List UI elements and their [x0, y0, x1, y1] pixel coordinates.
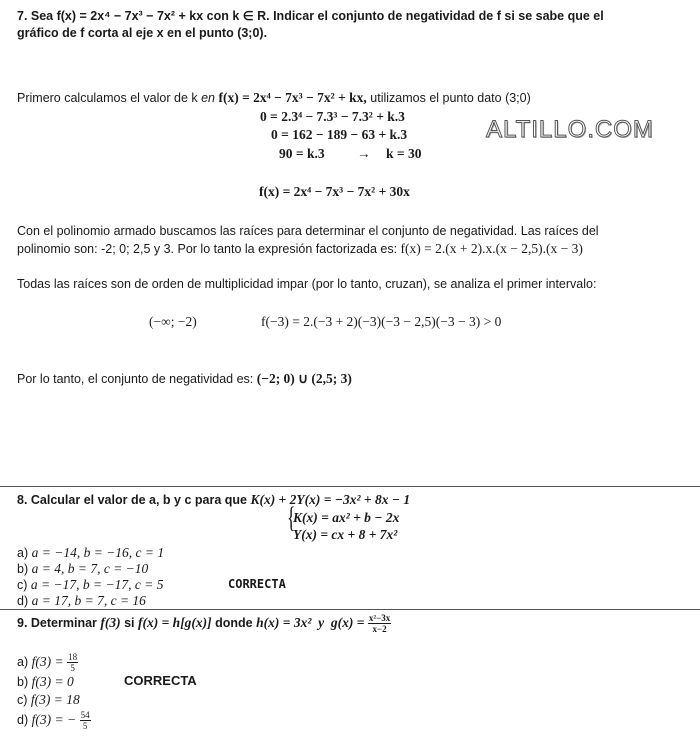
q9-option-b-text: f(3) = 0	[31, 674, 74, 689]
q7-title-line2: gráfico de f corta al eje x en el punto (3;0).	[17, 26, 268, 40]
q9-correct-label: CORRECTA	[124, 673, 197, 688]
q9-option-a	[17, 652, 78, 673]
q8-option-d-letter: d)	[17, 594, 29, 608]
q9-option-d	[17, 710, 91, 731]
q7-conclusion-math: (−2; 0) ∪ (2,5; 3)	[256, 371, 352, 386]
q7-para1-line2	[17, 240, 687, 258]
q7-para2: Todas las raíces son de orden de multiplicidad impar (por lo tanto, cruzan), se analiza el primer intervalo:	[17, 277, 597, 291]
q9-option-d-num: 54	[80, 710, 90, 720]
q7-para1-line1: Con el polinomio armado buscamos las raíces para determinar el conjunto de negatividad. Las raíces del	[17, 224, 599, 238]
q7-intro-text: Primero calculamos el valor de k	[17, 91, 202, 105]
q7-intro-en: en	[201, 91, 219, 105]
q9-title-m4: g(x) =	[330, 614, 365, 630]
q9-option-a-den: 5	[70, 663, 75, 673]
q9-title-m1: f(3)	[100, 614, 121, 630]
q9-g-fraction	[368, 613, 391, 634]
q7-intro-tail: utilizamos el punto dato (3;0)	[366, 91, 531, 105]
q8-option-b-text: a = 4, b = 7, c = −10	[31, 561, 149, 576]
q7-eq1: 0 = 2.3⁴ − 7.3³ − 7.3² + k.3	[260, 109, 405, 124]
q8-option-d	[17, 593, 146, 609]
q9-option-a-letter: a)	[17, 654, 29, 669]
q9-title-si: si	[120, 615, 138, 630]
q9-title-donde: donde	[211, 615, 257, 630]
q7-para1-line2-text: polinomio son: -2; 0; 2,5 y 3. Por lo tanto la expresión factorizada es:	[17, 242, 401, 256]
q7-interval-eval: f(−3) = 2.(−3 + 2)(−3)(−3 − 2,5)(−3 − 3) > 0	[261, 314, 502, 329]
q8-option-a	[17, 545, 164, 561]
q9-option-c-text: f(3) = 18	[30, 692, 80, 707]
q7-eq4: f(x) = 2x⁴ − 7x³ − 7x² + 30x	[259, 184, 410, 199]
q9-option-a-fraction	[67, 652, 78, 673]
q9-title-m3: h(x) = 3x²	[256, 614, 312, 630]
q8-title	[17, 492, 410, 508]
q9-option-d-den: 5	[82, 721, 88, 731]
q8-option-b	[17, 561, 148, 577]
q7-eq3a: 90 = k.3	[279, 146, 325, 161]
q9-title-y: y	[311, 614, 331, 630]
q8-option-c	[17, 577, 163, 593]
q8-sys1: K(x) = ax² + b − 2x	[293, 510, 400, 525]
q7-factorized: f(x) = 2.(x + 2).x.(x − 2,5).(x − 3)	[400, 241, 583, 256]
divider-q8	[0, 486, 700, 487]
q7-conclusion	[17, 371, 352, 387]
q8-title-text: 8. Calcular el valor de a, b y c para que	[17, 493, 251, 507]
q8-option-c-text: a = −17, b = −17, c = 5	[30, 577, 164, 592]
q7-intro	[17, 90, 531, 106]
q9-option-c-letter: c)	[17, 693, 28, 707]
q9-title-text: 9. Determinar	[17, 615, 101, 630]
q8-option-b-letter: b)	[17, 562, 29, 576]
q8-option-d-text: a = 17, b = 7, c = 16	[31, 593, 146, 608]
q8-system-brace: {	[286, 501, 296, 534]
q9-option-d-fraction	[80, 710, 91, 731]
q9-title	[17, 613, 391, 634]
q7-para1	[17, 222, 687, 258]
q9-option-a-text: f(3) =	[31, 653, 64, 669]
divider-q9	[0, 609, 700, 610]
q9-option-b	[17, 674, 74, 690]
q9-option-a-num: 18	[68, 652, 78, 662]
q9-g-denominator: x−2	[372, 624, 387, 634]
altillo-watermark: ALTILLO.COM	[486, 116, 654, 143]
q9-option-d-letter: d)	[17, 712, 29, 727]
q7-conclusion-text: Por lo tanto, el conjunto de negatividad es:	[17, 372, 257, 386]
q8-option-c-letter: c)	[17, 578, 28, 592]
q9-option-d-text: f(3) = −	[31, 711, 77, 727]
q9-title-m2: f(x) = h[g(x)]	[138, 614, 212, 630]
q7-interval: (−∞; −2)	[149, 314, 197, 329]
q8-sys2: Y(x) = cx + 8 + 7x²	[293, 527, 398, 542]
q8-option-a-letter: a)	[17, 546, 29, 560]
q8-title-math: K(x) + 2Y(x) = −3x² + 8x − 1	[250, 492, 411, 507]
q7-title-line1: 7. Sea f(x) = 2x⁴ − 7x³ − 7x² + kx con k ∈ R. Indicar el conjunto de negatividad de f si se sabe que el	[17, 9, 604, 23]
q9-option-b-letter: b)	[17, 675, 29, 689]
q9-option-c	[17, 692, 80, 708]
q7-eq2: 0 = 162 − 189 − 63 + k.3	[271, 127, 408, 142]
q7-intro-formula: f(x) = 2x⁴ − 7x³ − 7x² + kx,	[218, 90, 367, 105]
q8-correct-label: CORRECTA	[228, 577, 286, 591]
q7-eq3b: k = 30	[386, 146, 422, 161]
q7-eq3-arrow: →	[357, 146, 371, 161]
q9-g-numerator: x²−3x	[368, 613, 391, 623]
q8-option-a-text: a = −14, b = −16, c = 1	[31, 545, 165, 560]
